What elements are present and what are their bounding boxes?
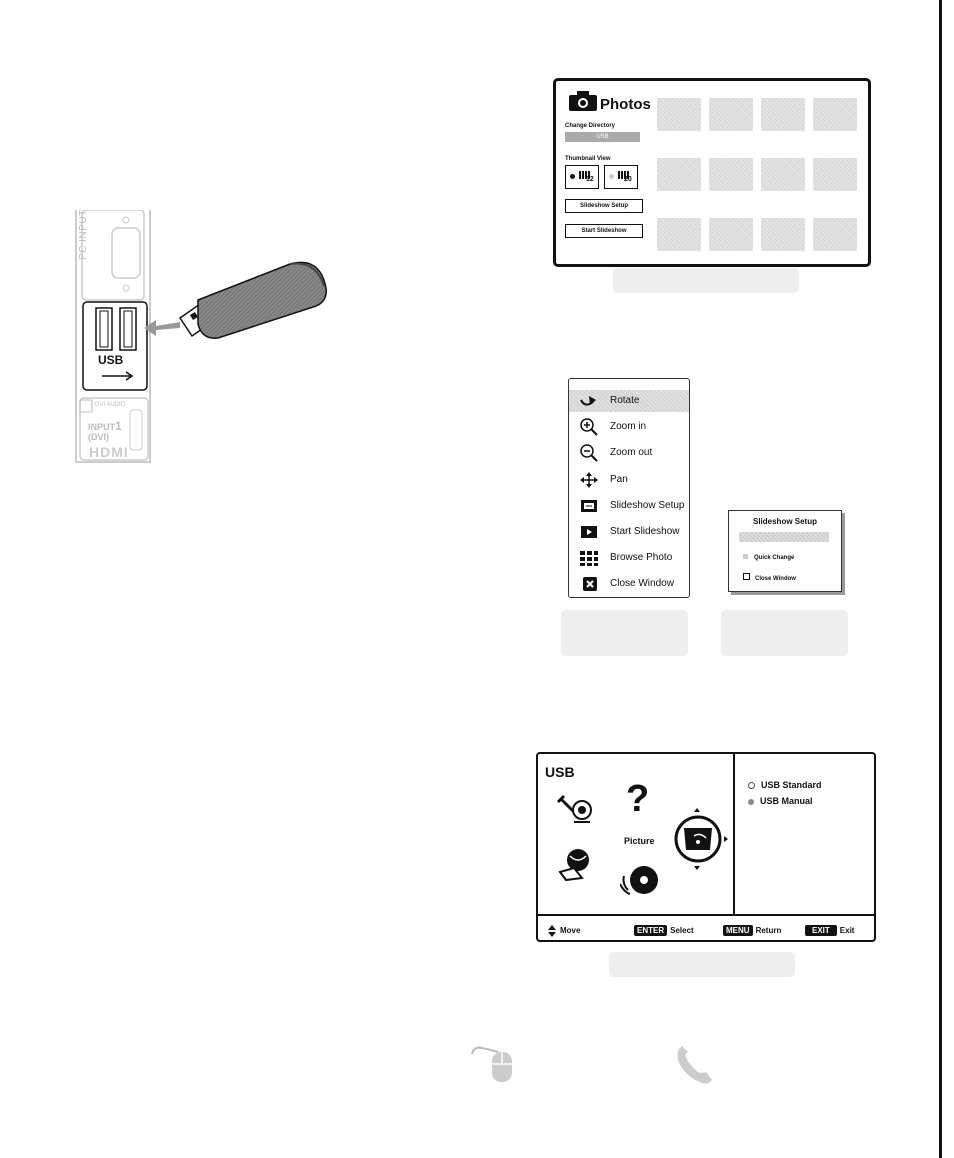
menu-item-slideshow-setup[interactable] (569, 495, 689, 517)
photo-context-menu (568, 378, 690, 598)
zoom-out-icon (579, 444, 599, 462)
thumbnail-12-option[interactable] (565, 165, 599, 189)
menu-item-rotate[interactable] (569, 390, 689, 412)
zoom-in-icon (579, 418, 599, 436)
enter-key: ENTER (634, 925, 667, 936)
slideshow-setup-dialog (728, 510, 842, 592)
camera-icon (568, 90, 598, 112)
phone-icon (672, 1042, 718, 1088)
menu-item-start-slideshow[interactable] (569, 521, 689, 543)
menu-item-pan[interactable] (569, 469, 689, 491)
photo-thumbnail[interactable] (709, 98, 753, 131)
context-menu-caption-bar (561, 610, 688, 656)
usb-standard-option[interactable] (748, 780, 822, 790)
close-window-icon (579, 575, 599, 593)
select-label: Select (670, 926, 694, 935)
directory-selector[interactable]: USB (565, 132, 640, 142)
pan-icon (579, 471, 599, 489)
exit-hint (805, 925, 854, 936)
slideshow-setup-icon (579, 497, 599, 515)
start-slideshow-icon (579, 523, 599, 541)
photo-thumbnail[interactable] (761, 218, 805, 251)
dvi-label: (DVI) (88, 432, 109, 442)
hdmi-logo: HDMI (89, 444, 129, 460)
photo-thumbnail[interactable] (657, 218, 701, 251)
photo-thumbnail[interactable] (709, 158, 753, 191)
thumb-count-20: 20 (624, 176, 632, 183)
photo-thumbnail[interactable] (657, 98, 701, 131)
dialog-title: Slideshow Setup (752, 517, 817, 526)
quick-change-option[interactable] (743, 554, 794, 561)
usb-menu-title: USB (545, 764, 575, 780)
photos-screen (553, 78, 871, 267)
exit-label: Exit (839, 926, 855, 935)
picture-label: Picture (624, 836, 655, 846)
menu-item-zoom-out[interactable] (569, 442, 689, 464)
menu-item-label: Rotate (610, 395, 640, 406)
picture-selector-icon[interactable] (672, 806, 730, 872)
menu-item-close-window[interactable] (569, 573, 689, 595)
menu-key: MENU (723, 925, 753, 936)
pc-input-label: PC INPUT (78, 209, 89, 260)
menu-item-label: Pan (610, 474, 628, 485)
slideshow-setup-button[interactable]: Slideshow Setup (565, 199, 643, 213)
menu-item-label: Browse Photo (610, 552, 673, 563)
dialog-caption-bar (721, 610, 848, 656)
close-square-icon (743, 573, 750, 580)
usb-menu-screen (536, 752, 876, 942)
menu-divider (733, 754, 735, 914)
enter-hint (634, 925, 694, 936)
menu-item-label: Zoom in (610, 421, 647, 432)
start-slideshow-button[interactable]: Start Slideshow (565, 224, 643, 238)
menu-item-label: Slideshow Setup (610, 500, 685, 511)
menu-item-label: Close Window (610, 578, 674, 589)
input-dvi-label (88, 421, 122, 442)
input-number: 1 (115, 419, 122, 433)
close-window-option[interactable] (743, 573, 796, 582)
rotate-icon (579, 392, 599, 410)
mouse-icon (470, 1044, 514, 1084)
menu-item-label: Start Slideshow (610, 526, 680, 537)
photo-thumbnail[interactable] (813, 158, 857, 191)
move-label: Move (560, 926, 581, 936)
thumbnail-view-label: Thumbnail View (565, 156, 611, 162)
thumbnail-20-option[interactable] (604, 165, 638, 189)
menu-item-zoom-in[interactable] (569, 416, 689, 438)
usb-drive-illustration (140, 250, 330, 350)
radio-selected-icon (570, 174, 575, 179)
option-bullet-icon (743, 554, 748, 559)
usb-port-label: USB (98, 353, 124, 367)
return-label: Return (755, 926, 782, 935)
input-label: INPUT (88, 422, 115, 432)
dialog-selected-row[interactable] (739, 532, 829, 542)
photo-thumbnail[interactable] (813, 98, 857, 131)
help-question-icon[interactable]: ? (626, 778, 650, 820)
page-edge-rule (939, 0, 942, 1158)
option-label: USB Standard (761, 780, 822, 790)
option-label: USB Manual (760, 796, 813, 806)
usb-menu-caption-bar (609, 952, 795, 977)
radio-unselected-icon (609, 174, 614, 179)
photo-thumbnail[interactable] (761, 158, 805, 191)
globe-network-icon[interactable] (558, 846, 592, 882)
photos-caption-bar (613, 268, 799, 293)
exit-key: EXIT (805, 925, 837, 936)
setup-tools-icon[interactable] (556, 792, 594, 826)
menu-item-browse-photo[interactable] (569, 547, 689, 569)
up-down-arrow-icon (548, 925, 556, 937)
photos-title: Photos (600, 96, 651, 113)
footer-divider (538, 914, 874, 916)
photo-thumbnail[interactable] (813, 218, 857, 251)
usb-manual-option[interactable] (748, 796, 813, 806)
menu-hint (723, 925, 781, 936)
dvi-audio-label: DVI AUDIO (95, 402, 126, 408)
option-label: Quick Change (754, 555, 795, 561)
option-label: Close Window (755, 576, 796, 582)
browse-photo-icon (579, 549, 599, 567)
radio-unselected-icon (748, 782, 755, 789)
photo-thumbnail[interactable] (761, 98, 805, 131)
move-hint (548, 925, 580, 937)
menu-item-label: Zoom out (610, 447, 653, 458)
disc-media-icon[interactable] (620, 862, 660, 898)
radio-selected-icon (748, 799, 754, 805)
thumb-count-12: 12 (586, 176, 594, 183)
photo-thumbnail[interactable] (657, 158, 701, 191)
change-directory-label: Change Directory (565, 123, 616, 129)
photo-thumbnail[interactable] (709, 218, 753, 251)
